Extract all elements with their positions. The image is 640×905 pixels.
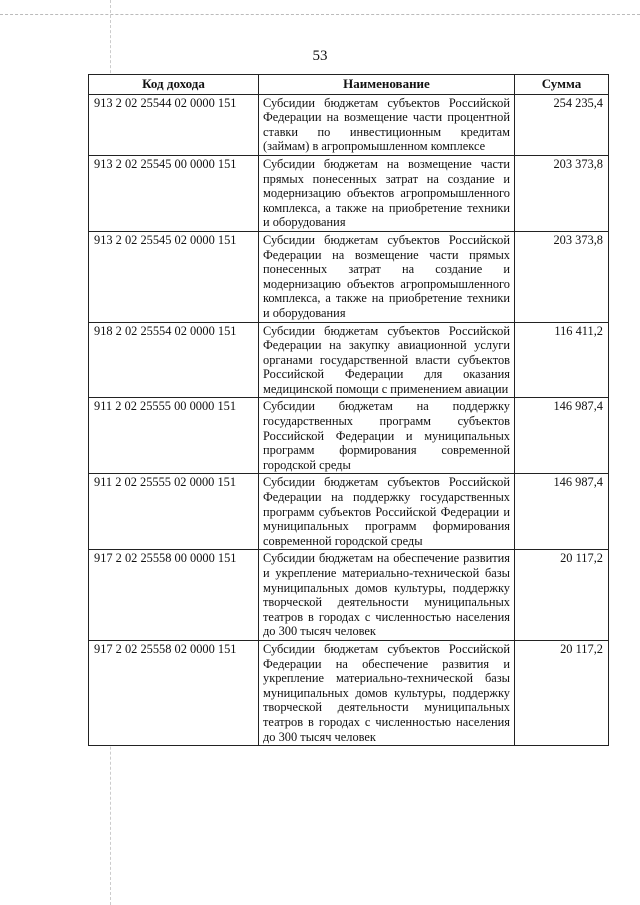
revenue-amount: 254 235,4 xyxy=(515,94,609,155)
header-revenue-code: Код дохода xyxy=(89,75,259,95)
header-name: Наименование xyxy=(259,75,515,95)
revenue-amount: 116 411,2 xyxy=(515,322,609,398)
table-row xyxy=(89,474,609,550)
scan-top-edge xyxy=(0,0,640,15)
revenue-code: 911 2 02 25555 00 0000 151 xyxy=(89,398,259,474)
revenue-code: 917 2 02 25558 02 0000 151 xyxy=(89,640,259,745)
revenue-code: 911 2 02 25555 02 0000 151 xyxy=(89,474,259,550)
table-row xyxy=(89,155,609,231)
revenue-name: Субсидии бюджетам субъектов Российской Федерации на возмещение части процентной ставки по инвестиционным кредитам (займам) в агропромышленном комплексе xyxy=(259,94,515,155)
revenue-code: 913 2 02 25545 02 0000 151 xyxy=(89,231,259,322)
revenue-name: Субсидии бюджетам субъектов Российской Федерации на обеспечение развития и укрепление материально-технической базы муниципальных домов культуры, поддержку творческой деятельности муниципальных театров в городах с численностью населения до 300 тысяч человек xyxy=(259,640,515,745)
table-row xyxy=(89,640,609,745)
table-row xyxy=(89,231,609,322)
revenue-name: Субсидии бюджетам на поддержку государственных программ субъектов Российской Федерации и муниципальных программ формирования современной городской среды xyxy=(259,398,515,474)
table-row xyxy=(89,550,609,641)
revenue-amount: 146 987,4 xyxy=(515,474,609,550)
revenue-code: 913 2 02 25545 00 0000 151 xyxy=(89,155,259,231)
revenue-amount: 20 117,2 xyxy=(515,640,609,745)
table-row xyxy=(89,398,609,474)
table-body xyxy=(89,94,609,746)
revenue-amount: 203 373,8 xyxy=(515,231,609,322)
budget-revenue-table xyxy=(88,74,609,746)
revenue-code: 917 2 02 25558 00 0000 151 xyxy=(89,550,259,641)
revenue-name: Субсидии бюджетам субъектов Российской Федерации на поддержку государственных программ субъектов Российской Федерации и муниципальных программ формирования современной городской среды xyxy=(259,474,515,550)
revenue-code: 913 2 02 25544 02 0000 151 xyxy=(89,94,259,155)
table-row xyxy=(89,94,609,155)
header-amount: Сумма xyxy=(515,75,609,95)
revenue-name: Субсидии бюджетам субъектов Российской Федерации на возмещение части прямых понесенных затрат на создание и модернизацию объектов агропромышленного комплекса, а также на приобретение техники и оборудования xyxy=(259,231,515,322)
page-number: 53 xyxy=(312,48,328,64)
revenue-name: Субсидии бюджетам субъектов Российской Федерации на закупку авиационной услуги органами государственной власти субъектов Российской Федерации для оказания медицинской помощи с применением авиации xyxy=(259,322,515,398)
revenue-amount: 20 117,2 xyxy=(515,550,609,641)
table-row xyxy=(89,322,609,398)
revenue-amount: 146 987,4 xyxy=(515,398,609,474)
header-row xyxy=(89,75,609,95)
revenue-amount: 203 373,8 xyxy=(515,155,609,231)
revenue-code: 918 2 02 25554 02 0000 151 xyxy=(89,322,259,398)
revenue-name: Субсидии бюджетам на возмещение части прямых понесенных затрат на создание и модернизацию объектов агропромышленного комплекса, а также на приобретение техники и оборудования xyxy=(259,155,515,231)
revenue-name: Субсидии бюджетам на обеспечение развития и укрепление материально-технической базы муниципальных домов культуры, поддержку творческой деятельности муниципальных театров в городах с численностью населения до 300 тысяч человек xyxy=(259,550,515,641)
table-header xyxy=(89,75,609,95)
